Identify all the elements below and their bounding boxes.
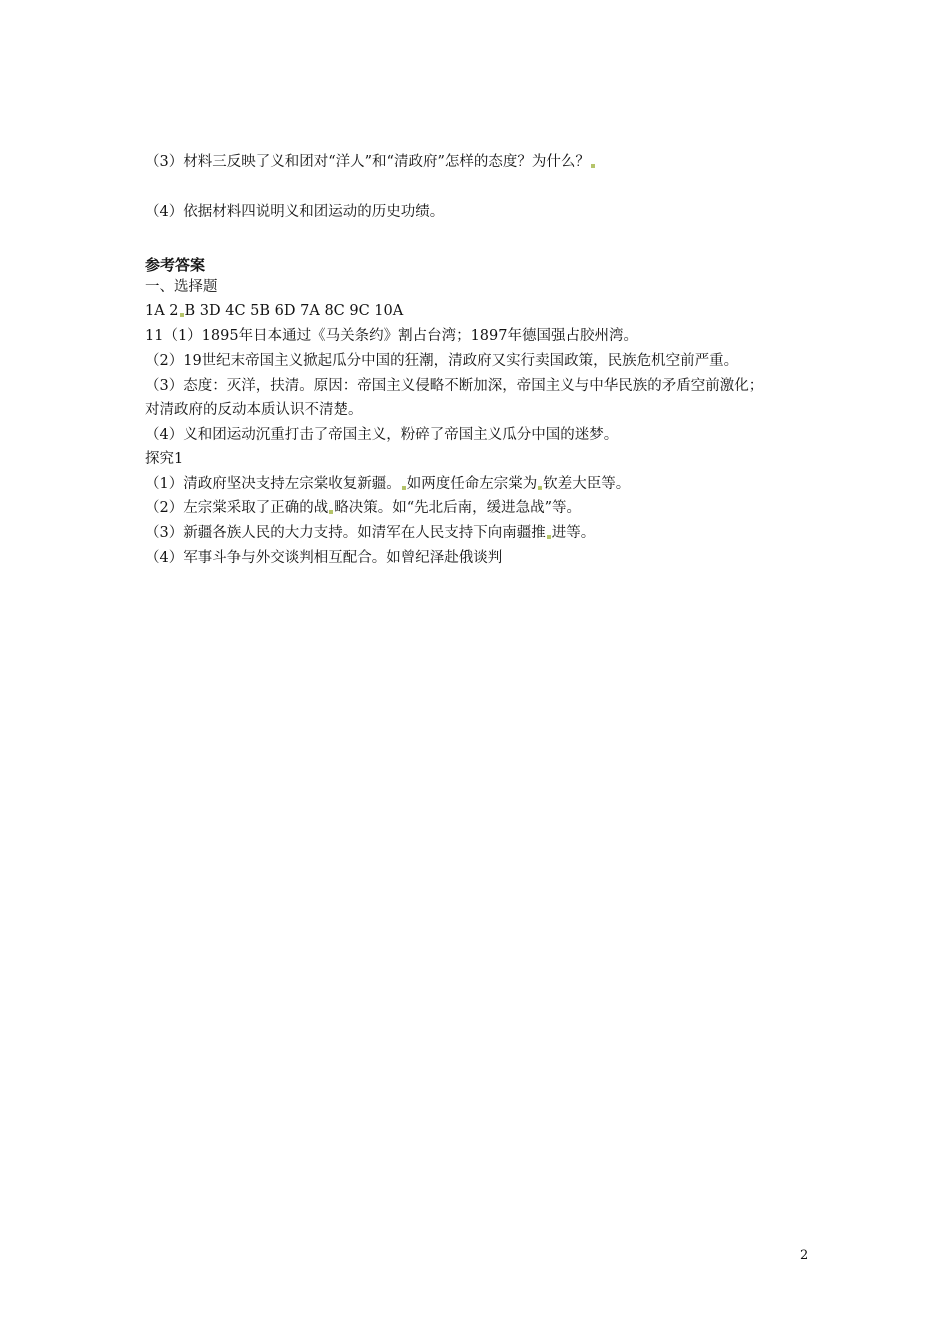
explore-answer-2 (145, 498, 581, 518)
answer-11-4: （4）义和团运动沉重打击了帝国主义，粉碎了帝国主义瓜分中国的迷梦。 (145, 427, 619, 443)
answer-11-1: 11（1）1895年日本通过《马关条约》割占台湾；1897年德国强占胶州湾。 (145, 328, 638, 344)
explore-answer-1-part-3: 钦差大臣等。 (543, 476, 631, 492)
explore-answer-3-part-1: （3）新疆各族人民的大力支持。如清军在人民支持下向南疆推 (145, 525, 546, 541)
choice-answers-part-2: B 3D 4C 5B 6D 7A 8C 9C 10A (184, 303, 404, 319)
explore-answer-2-part-1: （2）左宗棠采取了正确的战 (145, 500, 329, 516)
explore-answer-1 (145, 474, 630, 494)
explore-answer-4: （4）军事斗争与外交谈判相互配合。如曾纪泽赴俄谈判 (145, 550, 503, 566)
explore-answer-3-part-2: 进等。 (551, 525, 596, 541)
section-choice-title: 一、选择题 (145, 279, 218, 295)
question-3 (145, 152, 596, 172)
page-number: 2 (800, 1248, 809, 1263)
edit-mark (180, 313, 184, 317)
explore-answer-1-part-2: 如两度任命左宗棠为 (406, 476, 538, 492)
question-4: （4）依据材料四说明义和团运动的历史功绩。 (145, 204, 445, 220)
answer-11-3-line-2: 对清政府的反动本质认识不清楚。 (145, 402, 363, 418)
answer-11-3-line-1: （3）态度：灭洋，扶清。原因：帝国主义侵略不断加深，帝国主义与中华民族的矛盾空前激化； (145, 378, 764, 394)
answers-heading: 参考答案 (145, 256, 206, 274)
edit-mark (591, 164, 595, 168)
explore-answer-2-part-2: 略决策。如“先北后南，缓进急战”等。 (334, 500, 582, 516)
edit-mark (329, 510, 333, 514)
edit-mark (547, 535, 551, 539)
answer-11-2: （2）19世纪末帝国主义掀起瓜分中国的狂潮，清政府又实行卖国政策，民族危机空前严重。 (145, 353, 739, 369)
section-explore-title: 探究1 (145, 451, 184, 467)
edit-mark (538, 486, 542, 490)
edit-mark (402, 486, 406, 490)
question-3-text: （3）材料三反映了义和团对“洋人”和“清政府”怎样的态度？为什么？ (145, 154, 590, 170)
explore-answer-3 (145, 523, 595, 543)
choice-answers-part-1: 1A 2 (145, 303, 179, 319)
explore-answer-1-part-1: （1）清政府坚决支持左宗棠收复新疆。 (145, 476, 401, 492)
choice-answers (145, 301, 403, 321)
